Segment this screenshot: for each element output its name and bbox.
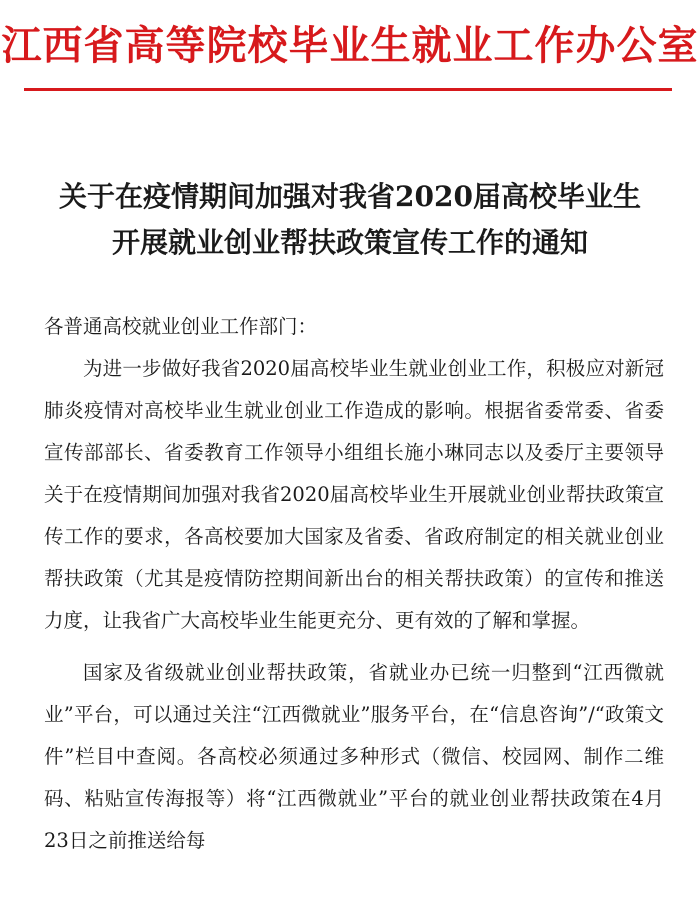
title-line-2: 开展就业创业帮扶政策宣传工作的通知	[111, 226, 588, 259]
document-body	[44, 306, 664, 862]
document-title	[0, 174, 700, 266]
salutation: 各普通高校就业创业工作部门：	[44, 315, 318, 338]
letterhead-red-rule	[24, 88, 672, 91]
paragraph-1: 为进一步做好我省2020届高校毕业生就业创业工作，积极应对新冠肺炎疫情对高校毕业生就业创业工作造成的影响。根据省委常委、省委宣传部部长、省委教育工作领导小组组长施小琳同志以及委厅主要领导关于在疫情期间加强对我省2020届高校毕业生开展就业创业帮扶政策宣传工作的要求，各高校要加大国家及省委、省政府制定的相关就业创业帮扶政策（尤其是疫情防控期间新出台的相关帮扶政策）的宣传和推送力度，让我省广大高校毕业生能更充分、更有效的了解和掌握。	[44, 357, 664, 632]
title-line-1: 关于在疫情期间加强对我省2020届高校毕业生	[59, 180, 641, 213]
letterhead-title: 江西省高等院校毕业生就业工作办公室	[1, 23, 699, 69]
paragraph-2: 国家及省级就业创业帮扶政策，省就业办已统一归整到“江西微就业”平台，可以通过关注“江西微就业”服务平台，在“信息咨询”/“政策文件”栏目中查阅。各高校必须通过多种形式（微信、校园网、制作二维码、粘贴宣传海报等）将“江西微就业”平台的就业创业帮扶政策在4月23日之前推送给每	[44, 661, 664, 852]
